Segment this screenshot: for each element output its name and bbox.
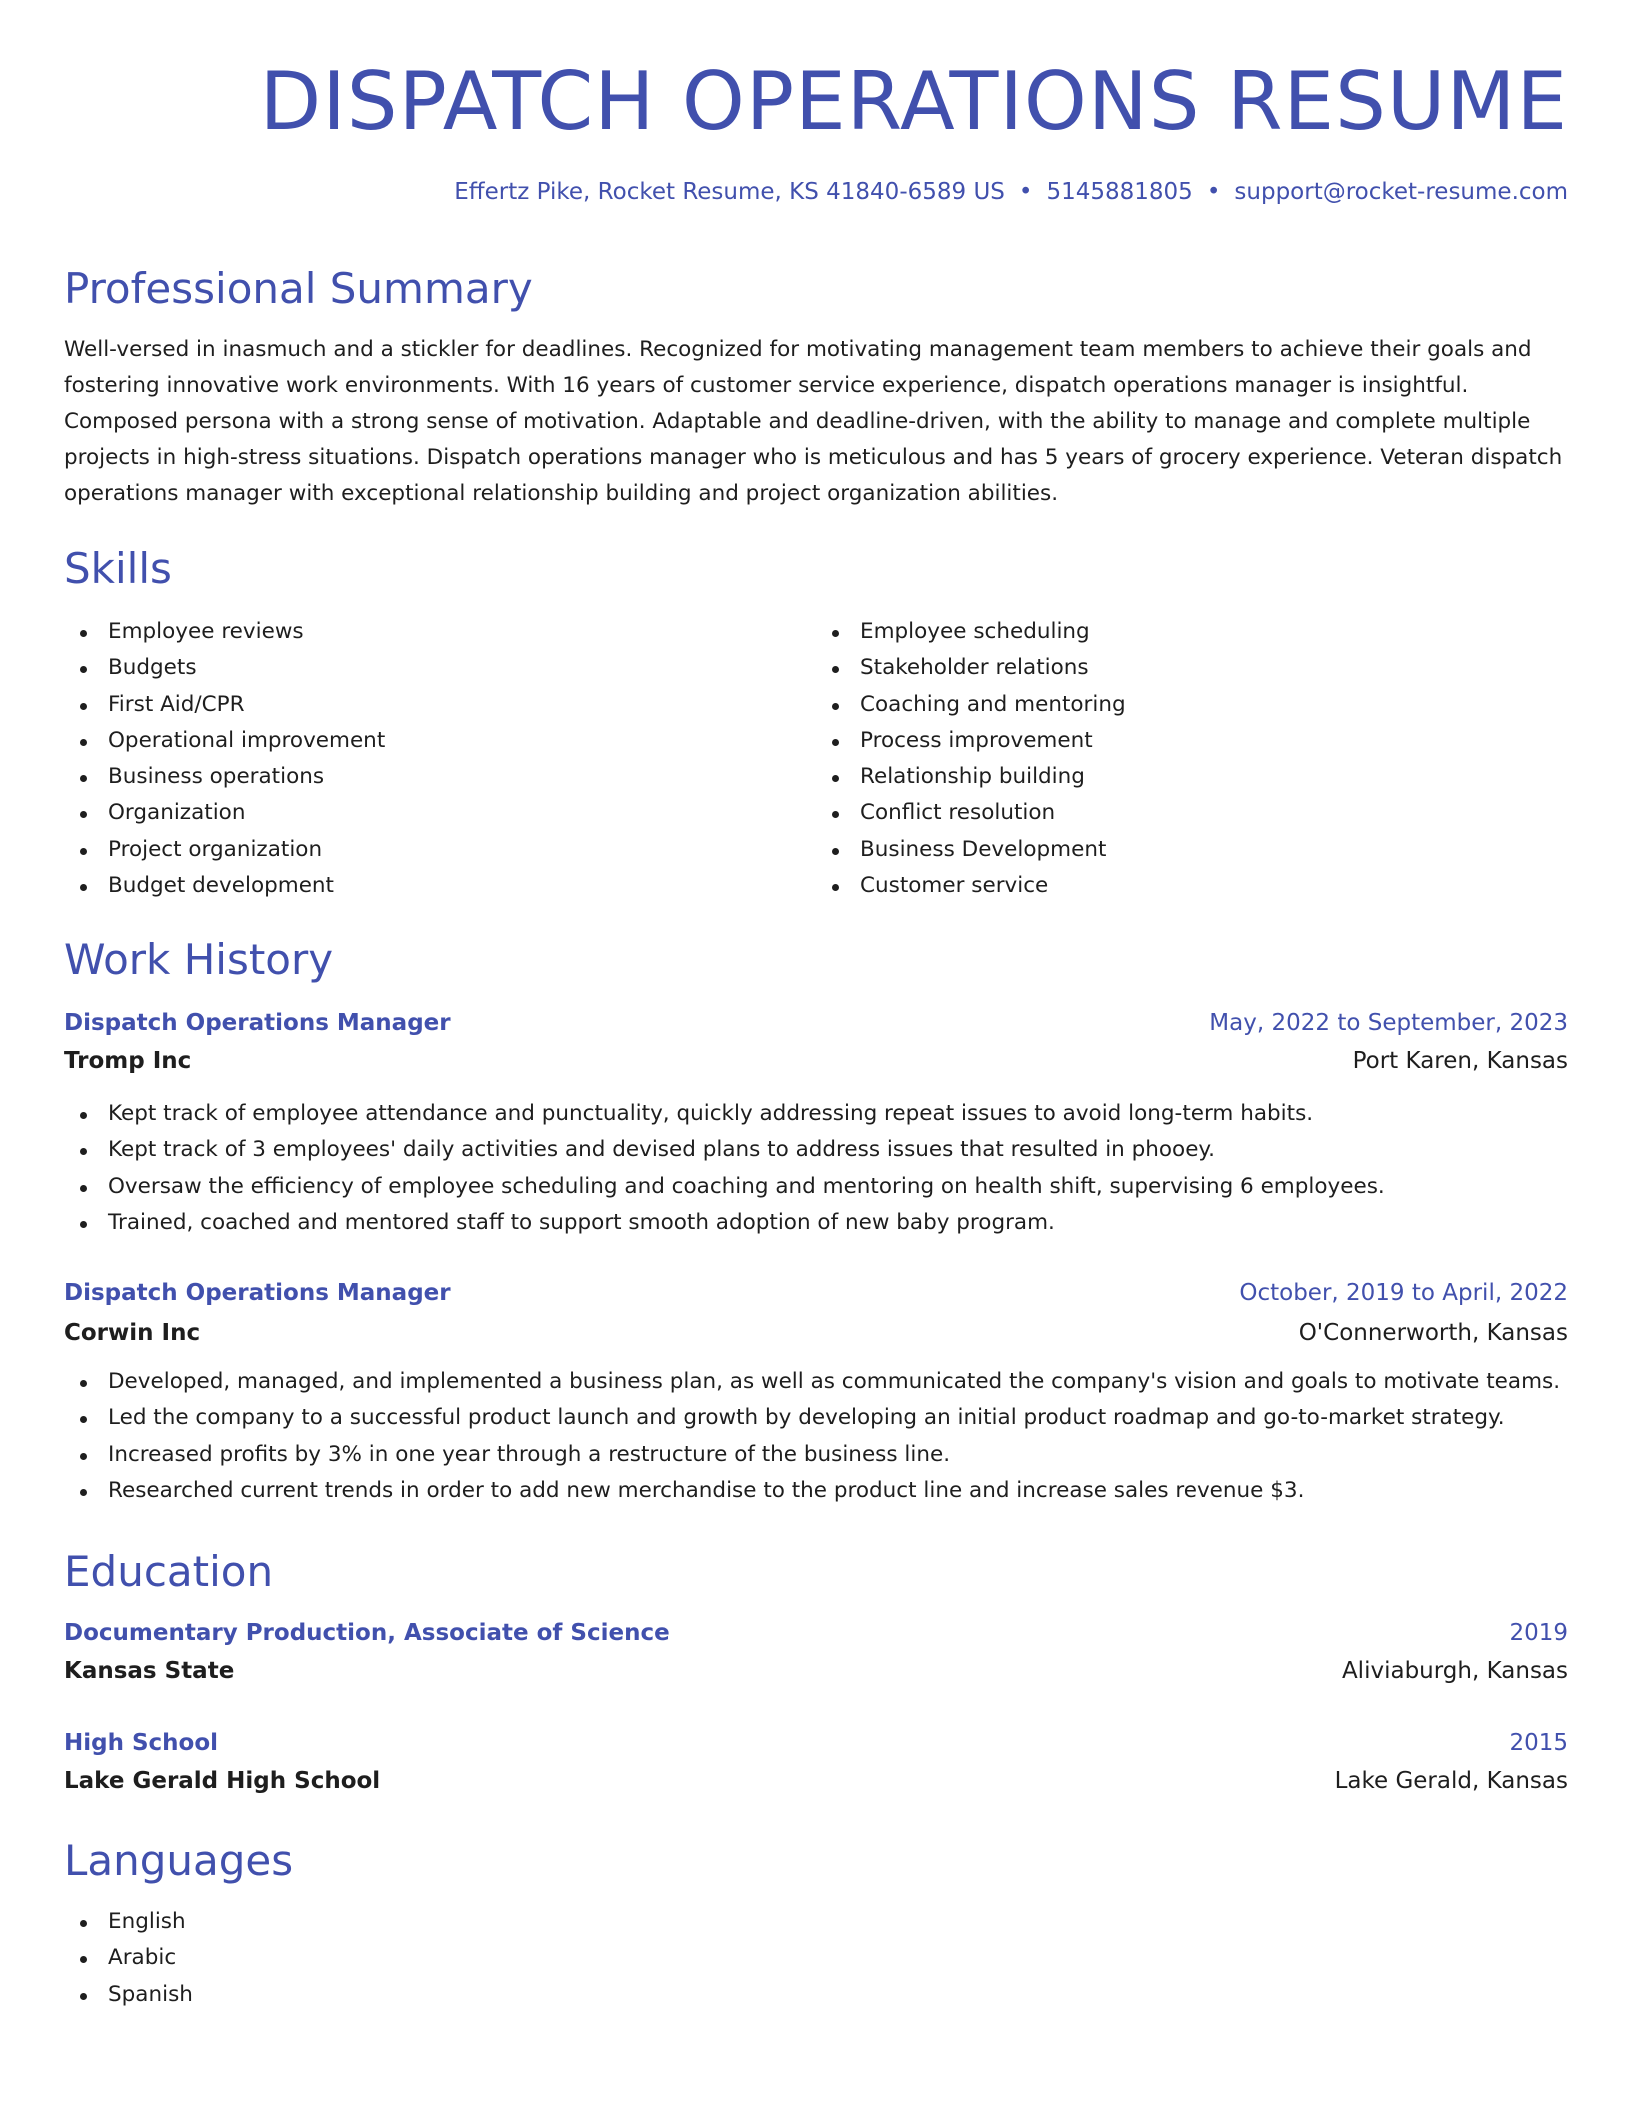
skill-item: Relationship building xyxy=(860,759,1568,795)
skill-item: Business Development xyxy=(860,832,1568,868)
skill-item: Conflict resolution xyxy=(860,795,1568,831)
education-school-row xyxy=(64,1656,1568,1686)
contact-separator: • xyxy=(1206,179,1221,205)
summary-text: Well-versed in inasmuch and a stickler for deadlines. Recognized for motivating management team members to achieve their goals and fostering innovative work environments. With 16 years of customer service experience, dispatch operations manager is insightful. Composed persona with a strong sense of motivation. Adaptable and deadline-driven, with the ability to manage and complete multiple projects in high-stress situations. Dispatch operations manager who is meticulous and has 5 years of grocery experience. Veteran dispatch operations manager with exceptional relationship building and project organization abilities. xyxy=(64,337,1563,506)
skill-item: Employee reviews xyxy=(108,614,816,650)
education-year: 2019 xyxy=(1509,1620,1568,1646)
summary-heading: Professional Summary xyxy=(64,264,533,313)
contact-line xyxy=(64,177,1568,207)
job-bullet: Developed, managed, and implemented a business plan, as well as communicated the company's vision and goals to motivate teams. xyxy=(108,1364,1568,1400)
languages-list xyxy=(64,1904,193,2013)
job-bullet: Trained, coached and mentored staff to support smooth adoption of new baby program. xyxy=(108,1205,1568,1241)
job-header-row xyxy=(64,1278,1568,1308)
job-dates: May, 2022 to September, 2023 xyxy=(1209,1010,1568,1036)
skills-right-list xyxy=(816,614,1568,904)
education-header-row xyxy=(64,1728,1568,1758)
education-location: Lake Gerald, Kansas xyxy=(1334,1768,1568,1794)
skill-item: Stakeholder relations xyxy=(860,650,1568,686)
skill-item: Customer service xyxy=(860,868,1568,904)
contact-phone: 5145881805 xyxy=(1046,179,1193,205)
job-entry xyxy=(64,1278,1568,1509)
skill-item: First Aid/CPR xyxy=(108,687,816,723)
skill-item: Coaching and mentoring xyxy=(860,687,1568,723)
job-bullet: Led the company to a successful product launch and growth by developing an initial product roadmap and go-to-market strategy. xyxy=(108,1400,1568,1436)
resume-title: DISPATCH OPERATIONS RESUME xyxy=(259,55,1568,148)
work-history-heading: Work History xyxy=(64,935,334,984)
language-item: English xyxy=(108,1904,193,1940)
skills-grid xyxy=(64,614,1568,904)
education-school: Kansas State xyxy=(64,1658,235,1684)
job-bullets xyxy=(64,1364,1568,1509)
education-heading: Education xyxy=(64,1547,274,1596)
contact-address: Effertz Pike, Rocket Resume, KS 41840-6589 US xyxy=(454,179,1005,205)
job-company: Tromp Inc xyxy=(64,1048,192,1074)
education-degree: Documentary Production, Associate of Science xyxy=(64,1620,670,1646)
skill-item: Employee scheduling xyxy=(860,614,1568,650)
skills-heading: Skills xyxy=(64,544,172,593)
education-location: Aliviaburgh, Kansas xyxy=(1341,1658,1568,1684)
contact-separator: • xyxy=(1018,179,1033,205)
language-item: Arabic xyxy=(108,1940,193,1976)
job-entry xyxy=(64,1008,1568,1241)
skill-item: Budgets xyxy=(108,650,816,686)
language-item: Spanish xyxy=(108,1977,193,2013)
job-role: Dispatch Operations Manager xyxy=(64,1010,451,1036)
skill-item: Business operations xyxy=(108,759,816,795)
job-company-row xyxy=(64,1318,1568,1348)
contact-email: support@rocket-resume.com xyxy=(1234,179,1568,205)
job-header-row xyxy=(64,1008,1568,1038)
skill-item: Operational improvement xyxy=(108,723,816,759)
skill-item: Process improvement xyxy=(860,723,1568,759)
job-dates: October, 2019 to April, 2022 xyxy=(1239,1280,1568,1306)
skill-item: Budget development xyxy=(108,868,816,904)
resume-page xyxy=(64,0,1568,2007)
job-location: O'Connerworth, Kansas xyxy=(1298,1320,1568,1346)
job-role: Dispatch Operations Manager xyxy=(64,1280,451,1306)
job-bullet: Increased profits by 3% in one year through a restructure of the business line. xyxy=(108,1437,1568,1473)
job-company: Corwin Inc xyxy=(64,1320,201,1346)
education-entry xyxy=(64,1728,1568,1796)
job-bullet: Oversaw the efficiency of employee scheduling and coaching and mentoring on health shift, supervising 6 employees. xyxy=(108,1169,1568,1205)
education-degree: High School xyxy=(64,1730,219,1756)
education-entry xyxy=(64,1618,1568,1686)
education-school: Lake Gerald High School xyxy=(64,1768,381,1794)
languages-heading: Languages xyxy=(64,1836,294,1885)
job-bullet: Kept track of 3 employees' daily activities and devised plans to address issues that resulted in phooey. xyxy=(108,1132,1568,1168)
education-header-row xyxy=(64,1618,1568,1648)
job-bullets xyxy=(64,1096,1568,1241)
job-bullet: Researched current trends in order to add new merchandise to the product line and increase sales revenue $3. xyxy=(108,1473,1568,1509)
skill-item: Organization xyxy=(108,795,816,831)
job-bullet: Kept track of employee attendance and punctuality, quickly addressing repeat issues to avoid long-term habits. xyxy=(108,1096,1568,1132)
skills-left-list xyxy=(64,614,816,904)
job-company-row xyxy=(64,1046,1568,1076)
education-year: 2015 xyxy=(1509,1730,1568,1756)
education-school-row xyxy=(64,1766,1568,1796)
job-location: Port Karen, Kansas xyxy=(1352,1048,1568,1074)
skill-item: Project organization xyxy=(108,832,816,868)
